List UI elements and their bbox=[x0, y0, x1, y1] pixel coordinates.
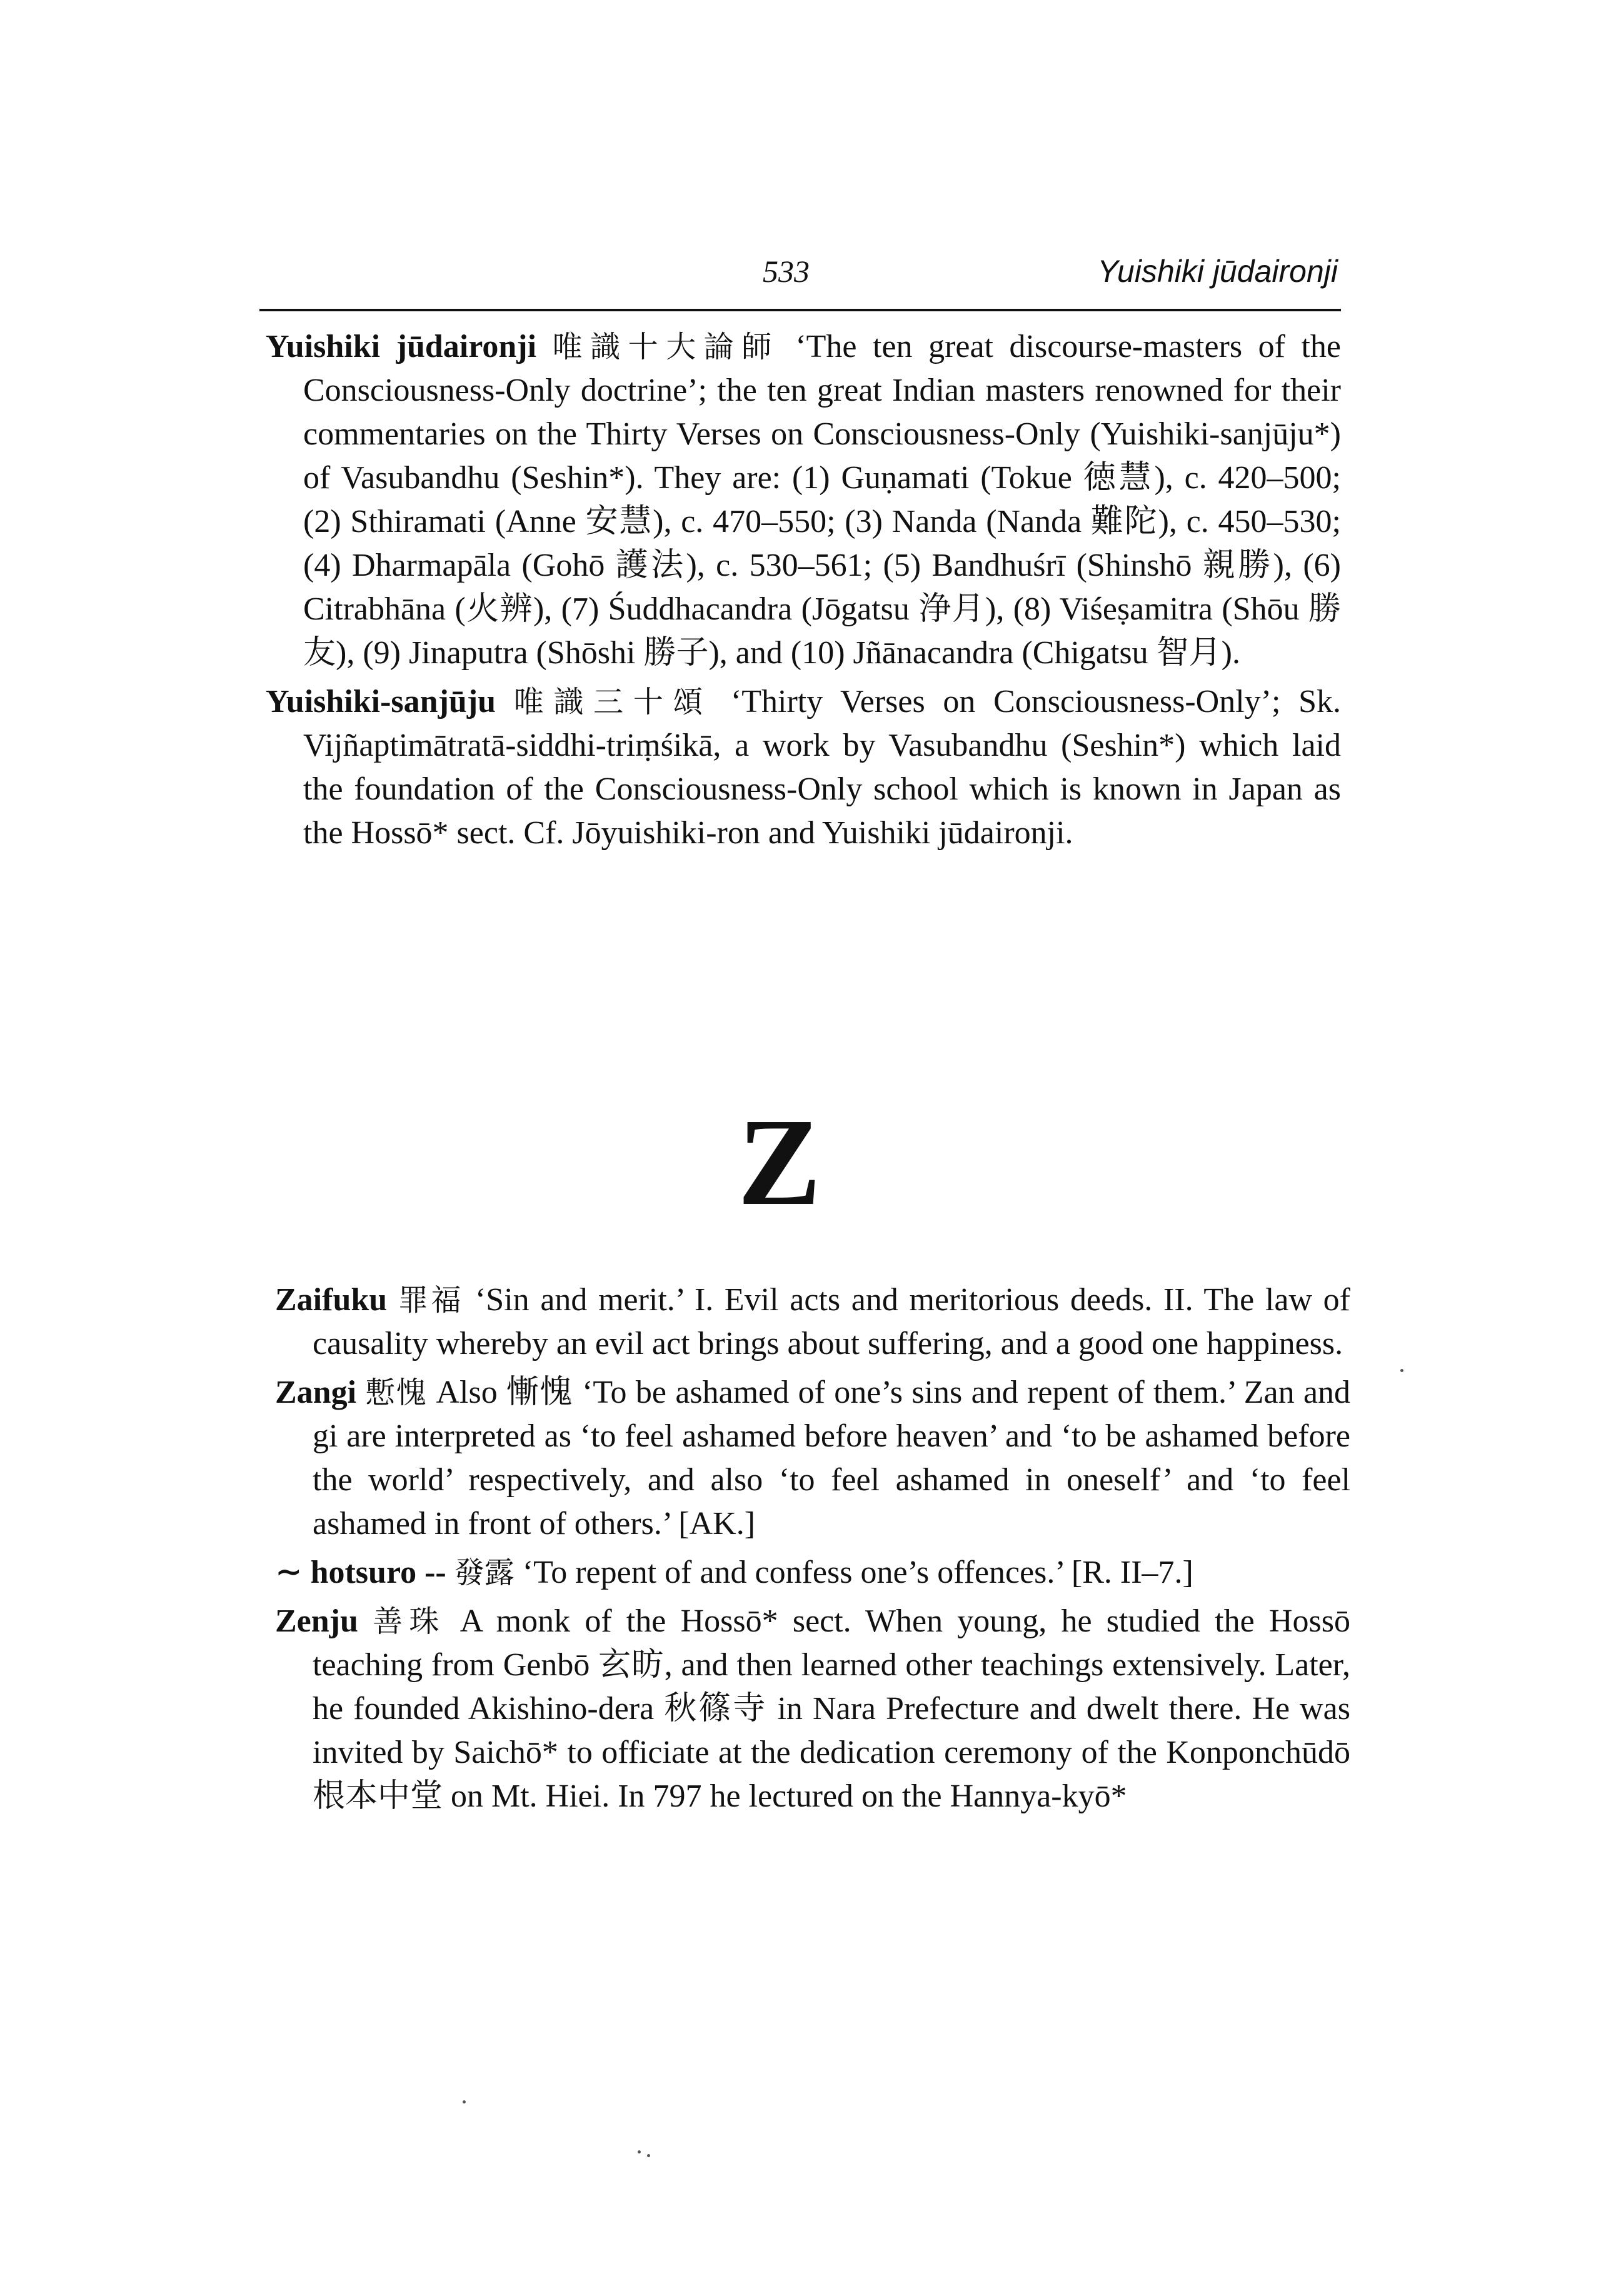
entries-top bbox=[266, 325, 1341, 860]
running-head bbox=[263, 253, 1338, 309]
entry-kanji: 善珠 bbox=[373, 1604, 446, 1639]
dictionary-entry bbox=[266, 680, 1341, 855]
entry-term: Yuishiki jūdaironji bbox=[266, 329, 537, 364]
dictionary-entry bbox=[275, 1600, 1350, 1818]
scan-speck bbox=[638, 2150, 641, 2153]
entry-definition: ‘The ten great discourse-masters of the Consciousness-Only doctrine’; the ten great Indian masters renowned for their commentaries on the Thirty Verses on Consciousness-Only (Yuishiki-sanjūju*) of Vasubandhu (Seshin*). They are: (1) Guṇamati (Tokue 徳慧), c. 420–500; (2) Sthiramati (Anne 安慧), c. 470–550; (3) Nanda (Nanda 難陀), c. 450–530; (4) Dharmapāla (Gohō 護法), c. 530–561; (5) Bandhuśrī (Shinshō 親勝), (6) Citrabhāna (火辨), (7) Śuddhacandra (Jōgatsu 浄月), (8) Viśeṣamitra (Shōu 勝友), (9) Jinaputra (Shōshi 勝子), and (10) Jñānacandra (Chigatsu 智月). bbox=[303, 329, 1341, 671]
entry-term: Yuishiki-sanjūju bbox=[266, 684, 496, 719]
entry-kanji: 唯識十大論師 bbox=[552, 329, 780, 364]
entries-bottom bbox=[275, 1278, 1350, 1823]
entry-term: Zaifuku bbox=[275, 1282, 388, 1318]
entry-definition: Also 慚愧 ‘To be ashamed of one’s sins and repent of them.’ Zan and gi are interpreted as ‘to feel ashamed before heaven’ and ‘to be ashamed before the world’ respectively, and also ‘to feel ashamed in oneself’ and ‘to feel ashamed in front of others.’ [AK.] bbox=[313, 1375, 1351, 1542]
entry-kanji: 唯識三十頌 bbox=[513, 684, 713, 719]
scan-speck bbox=[1400, 1369, 1403, 1372]
dictionary-entry bbox=[275, 1371, 1350, 1546]
entry-definition: A monk of the Hossō* sect. When young, he studied the Hossō teaching from Genbō 玄昉, and then learned other teachings extensively. Later, he founded Akishino-dera 秋篠寺 in Nara Prefecture and dwelt there. He was invited by Saichō* to officiate at the dedication ceremony of the Konponchūdō 根本中堂 on Mt. Hiei. In 797 he lectured on the Hannya-kyō* bbox=[313, 1603, 1350, 1814]
entry-definition: ‘Sin and merit.’ I. Evil acts and meritorious deeds. II. The law of causality whereby an evil act brings about suffering, and a good one happiness. bbox=[313, 1282, 1350, 1361]
entry-term: Zangi bbox=[275, 1375, 357, 1410]
section-letter-heading: Z bbox=[738, 1093, 821, 1231]
entry-definition: ‘To repent of and confess one’s offences.’ [R. II–7.] bbox=[522, 1555, 1193, 1590]
dictionary-entry bbox=[266, 325, 1341, 675]
scan-speck bbox=[463, 2100, 466, 2103]
dictionary-entry bbox=[275, 1278, 1350, 1366]
entry-kanji: 發露 bbox=[454, 1555, 514, 1590]
entry-term: ∼ hotsuro -- bbox=[275, 1555, 446, 1590]
page-number: 533 bbox=[763, 254, 810, 289]
entry-definition: ‘Thirty Verses on Consciousness-Only’; Sk. Vijñaptimātratā-siddhi-triṃśikā, a work by Vasubandhu (Seshin*) which laid the foundation of the Consciousness-Only school which is known in Japan as the Hossō* sect. Cf. Jōyuishiki-ron and Yuishiki jūdaironji. bbox=[303, 684, 1342, 851]
dictionary-entry bbox=[275, 1551, 1350, 1595]
entry-kanji: 慙愧 bbox=[365, 1375, 428, 1410]
scan-speck bbox=[647, 2154, 650, 2157]
running-head-title: Yuishiki jūdaironji bbox=[1097, 254, 1338, 289]
header-rule bbox=[259, 309, 1341, 311]
entry-kanji: 罪福 bbox=[398, 1283, 464, 1318]
entry-term: Zenju bbox=[275, 1603, 358, 1639]
